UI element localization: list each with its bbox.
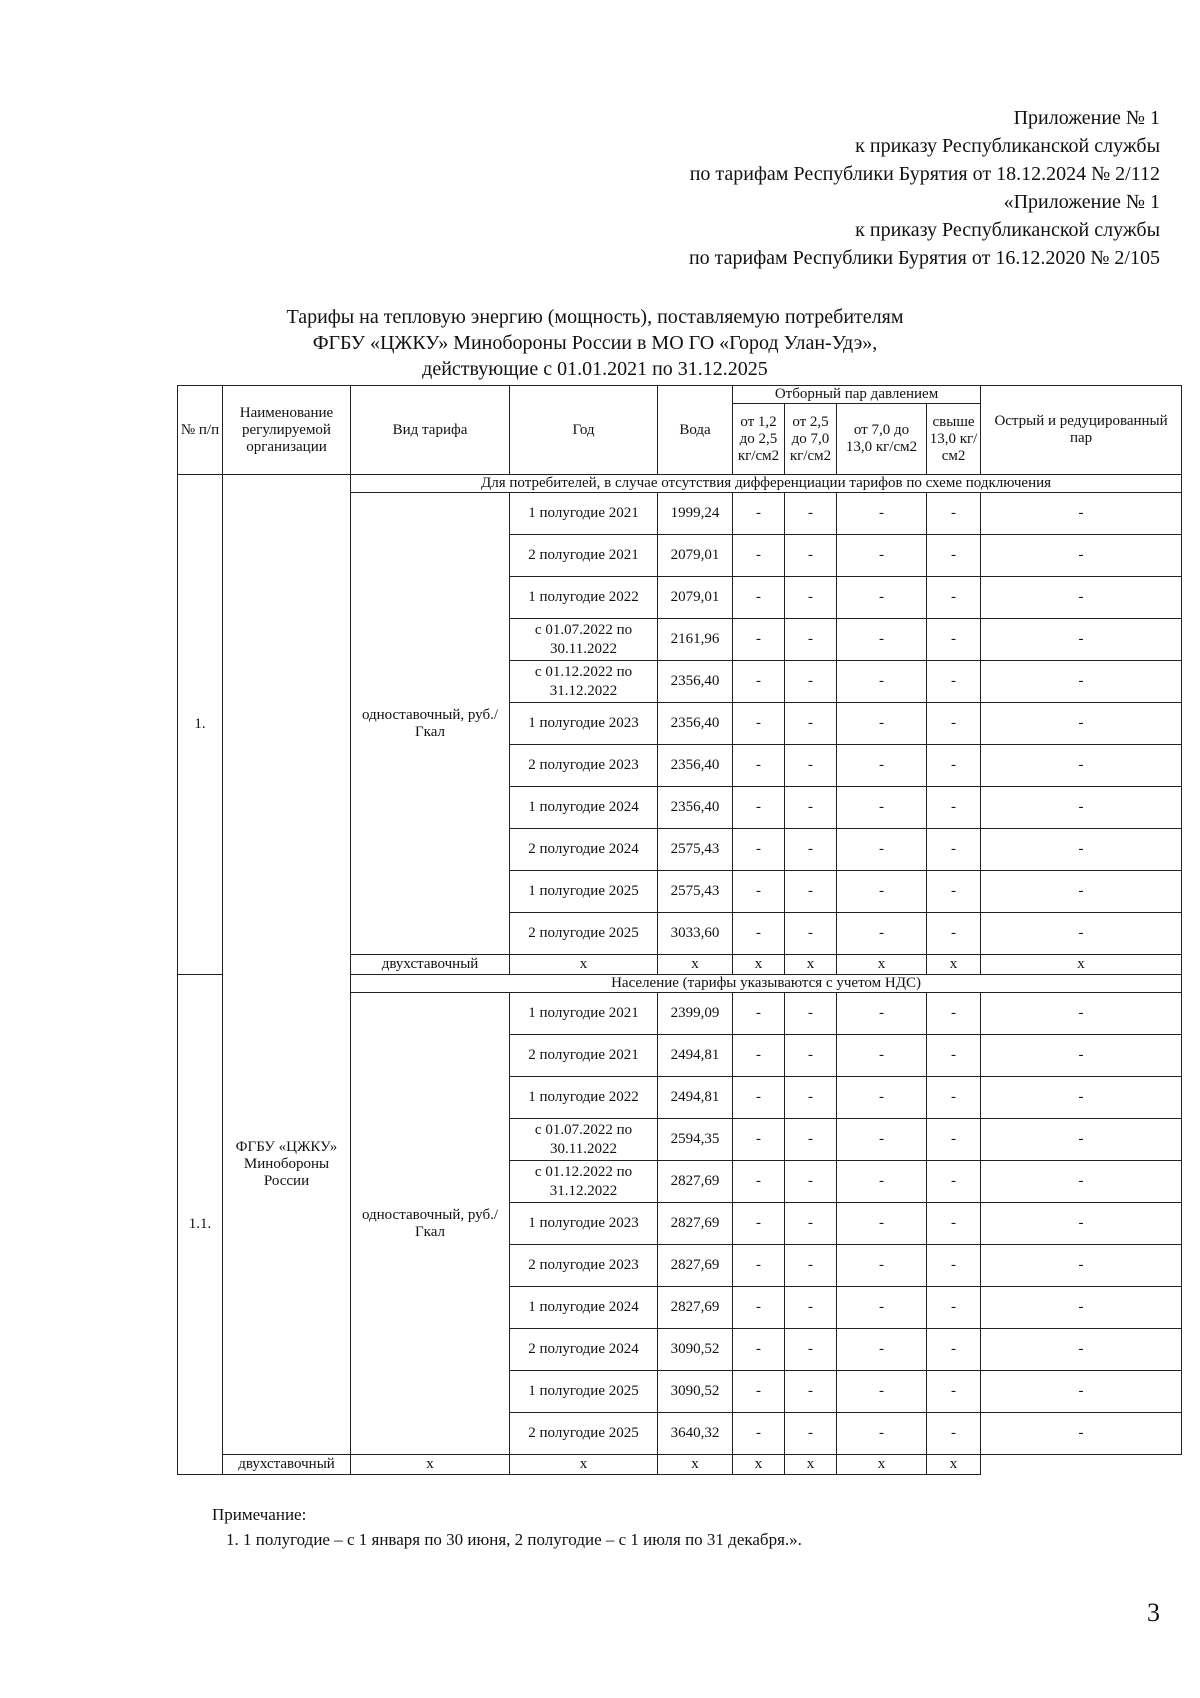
x-cell: x <box>733 955 785 975</box>
dash-cell: - <box>927 993 981 1035</box>
tariff-type-single: одноставочный, руб./Гкал <box>351 493 510 955</box>
dash-cell: - <box>927 913 981 955</box>
dash-cell: - <box>785 1035 837 1077</box>
period-cell: с 01.07.2022 по 30.11.2022 <box>510 619 658 661</box>
dash-cell: - <box>837 1035 927 1077</box>
dash-cell: - <box>785 1413 837 1455</box>
header-line: по тарифам Республики Бурятия от 18.12.2024 № 2/112 <box>689 163 1160 185</box>
period-cell: с 01.12.2022 по 31.12.2022 <box>510 661 658 703</box>
dash-cell: - <box>785 871 837 913</box>
dash-cell: - <box>981 1161 1182 1203</box>
dash-cell: - <box>837 871 927 913</box>
dash-cell: - <box>785 535 837 577</box>
water-value: 2594,35 <box>658 1119 733 1161</box>
dash-cell: - <box>981 493 1182 535</box>
dash-cell: - <box>733 1329 785 1371</box>
dash-cell: - <box>733 493 785 535</box>
x-cell: x <box>733 1455 785 1475</box>
dash-cell: - <box>733 1203 785 1245</box>
period-cell: 2 полугодие 2023 <box>510 745 658 787</box>
dash-cell: - <box>785 1245 837 1287</box>
dash-cell: - <box>785 1119 837 1161</box>
dash-cell: - <box>785 577 837 619</box>
col-header-year: Год <box>510 386 658 475</box>
dash-cell: - <box>981 1329 1182 1371</box>
water-value: 2575,43 <box>658 871 733 913</box>
dash-cell: - <box>733 1035 785 1077</box>
water-value: 2079,01 <box>658 535 733 577</box>
dash-cell: - <box>837 1119 927 1161</box>
period-cell: 2 полугодие 2025 <box>510 913 658 955</box>
water-value: 2079,01 <box>658 577 733 619</box>
dash-cell: - <box>733 577 785 619</box>
org-name: ФГБУ «ЦЖКУ» Минобороны России <box>223 475 351 1455</box>
period-cell: 1 полугодие 2021 <box>510 493 658 535</box>
period-cell: с 01.12.2022 по 31.12.2022 <box>510 1161 658 1203</box>
water-value: 2356,40 <box>658 787 733 829</box>
col-header-org: Наименование регулируемой организации <box>223 386 351 475</box>
two-rate-row <box>178 1455 1182 1475</box>
dash-cell: - <box>785 1371 837 1413</box>
dash-cell: - <box>981 619 1182 661</box>
dash-cell: - <box>837 993 927 1035</box>
dash-cell: - <box>785 913 837 955</box>
dash-cell: - <box>785 1161 837 1203</box>
period-cell: 1 полугодие 2022 <box>510 1077 658 1119</box>
note-item: 1. 1 полугодие – с 1 января по 30 июня, 2 полугодие – с 1 июля по 31 декабря.». <box>226 1530 802 1549</box>
period-cell: 1 полугодие 2023 <box>510 1203 658 1245</box>
col-header-steam-4: свыше 13,0 кг/см2 <box>927 404 981 475</box>
period-cell: 1 полугодие 2024 <box>510 787 658 829</box>
dash-cell: - <box>927 1035 981 1077</box>
dash-cell: - <box>837 1203 927 1245</box>
dash-cell: - <box>785 787 837 829</box>
period-cell: 1 полугодие 2022 <box>510 577 658 619</box>
dash-cell: - <box>927 619 981 661</box>
dash-cell: - <box>981 829 1182 871</box>
period-cell: 2 полугодие 2021 <box>510 535 658 577</box>
col-header-steam-2: от 2,5 до 7,0 кг/см2 <box>785 404 837 475</box>
dash-cell: - <box>927 745 981 787</box>
notes <box>212 1502 802 1552</box>
group-row <box>178 475 1182 493</box>
x-cell: x <box>510 1455 658 1475</box>
water-value: 2356,40 <box>658 745 733 787</box>
dash-cell: - <box>981 577 1182 619</box>
row-number: 1. <box>178 475 223 975</box>
water-value: 3033,60 <box>658 913 733 955</box>
notes-heading: Примечание: <box>212 1505 307 1524</box>
dash-cell: - <box>981 661 1182 703</box>
dash-cell: - <box>837 829 927 871</box>
header-line: к приказу Республиканской службы <box>855 135 1160 157</box>
water-value: 3090,52 <box>658 1371 733 1413</box>
period-cell: 1 полугодие 2025 <box>510 1371 658 1413</box>
dash-cell: - <box>927 1329 981 1371</box>
water-value: 2161,96 <box>658 619 733 661</box>
dash-cell: - <box>927 577 981 619</box>
dash-cell: - <box>785 1329 837 1371</box>
x-cell: x <box>981 955 1182 975</box>
x-cell: x <box>351 1455 510 1475</box>
x-cell: x <box>837 955 927 975</box>
dash-cell: - <box>981 1287 1182 1329</box>
period-cell: 2 полугодие 2021 <box>510 1035 658 1077</box>
header-line: «Приложение № 1 <box>1003 191 1160 213</box>
water-value: 2575,43 <box>658 829 733 871</box>
dash-cell: - <box>733 1287 785 1329</box>
dash-cell: - <box>733 535 785 577</box>
dash-cell: - <box>837 703 927 745</box>
period-cell: 2 полугодие 2025 <box>510 1413 658 1455</box>
col-header-steam-3: от 7,0 до 13,0 кг/см2 <box>837 404 927 475</box>
x-cell: x <box>837 1455 927 1475</box>
dash-cell: - <box>927 829 981 871</box>
dash-cell: - <box>981 1413 1182 1455</box>
header-line: Приложение № 1 <box>1013 107 1160 129</box>
title-line: действующие с 01.01.2021 по 31.12.2025 <box>422 358 768 380</box>
dash-cell: - <box>785 829 837 871</box>
row-number: 1.1. <box>178 975 223 1475</box>
dash-cell: - <box>981 871 1182 913</box>
dash-cell: - <box>837 1287 927 1329</box>
dash-cell: - <box>981 1119 1182 1161</box>
dash-cell: - <box>981 993 1182 1035</box>
dash-cell: - <box>927 493 981 535</box>
col-header-sharp-steam: Острый и редуцированный пар <box>981 386 1182 475</box>
water-value: 2356,40 <box>658 661 733 703</box>
period-cell: 1 полугодие 2021 <box>510 993 658 1035</box>
col-header-num: № п/п <box>178 386 223 475</box>
period-cell: с 01.07.2022 по 30.11.2022 <box>510 1119 658 1161</box>
water-value: 2827,69 <box>658 1287 733 1329</box>
dash-cell: - <box>837 913 927 955</box>
dash-cell: - <box>785 661 837 703</box>
dash-cell: - <box>927 703 981 745</box>
dash-cell: - <box>837 787 927 829</box>
dash-cell: - <box>837 1371 927 1413</box>
tariff-type-two: двухставочный <box>223 1455 351 1475</box>
dash-cell: - <box>733 913 785 955</box>
dash-cell: - <box>785 993 837 1035</box>
dash-cell: - <box>785 1203 837 1245</box>
group-label: Для потребителей, в случае отсутствия дифференциации тарифов по схеме подключения <box>351 475 1182 493</box>
dash-cell: - <box>927 661 981 703</box>
dash-cell: - <box>733 1161 785 1203</box>
water-value: 1999,24 <box>658 493 733 535</box>
dash-cell: - <box>733 829 785 871</box>
dash-cell: - <box>785 1077 837 1119</box>
dash-cell: - <box>981 745 1182 787</box>
dash-cell: - <box>733 661 785 703</box>
tariff-table <box>177 385 1182 1475</box>
tariff-type-two: двухставочный <box>351 955 510 975</box>
water-value: 3090,52 <box>658 1329 733 1371</box>
dash-cell: - <box>785 703 837 745</box>
water-value: 2827,69 <box>658 1161 733 1203</box>
dash-cell: - <box>837 1329 927 1371</box>
water-value: 2494,81 <box>658 1035 733 1077</box>
dash-cell: - <box>927 1413 981 1455</box>
dash-cell: - <box>837 745 927 787</box>
dash-cell: - <box>733 1077 785 1119</box>
dash-cell: - <box>785 493 837 535</box>
water-value: 2494,81 <box>658 1077 733 1119</box>
water-value: 2399,09 <box>658 993 733 1035</box>
appendix-header <box>689 104 1160 272</box>
dash-cell: - <box>837 619 927 661</box>
dash-cell: - <box>733 993 785 1035</box>
dash-cell: - <box>733 1413 785 1455</box>
period-cell: 1 полугодие 2024 <box>510 1287 658 1329</box>
dash-cell: - <box>785 619 837 661</box>
water-value: 2356,40 <box>658 703 733 745</box>
dash-cell: - <box>733 787 785 829</box>
dash-cell: - <box>981 913 1182 955</box>
water-value: 2827,69 <box>658 1203 733 1245</box>
dash-cell: - <box>927 1371 981 1413</box>
period-cell: 1 полугодие 2025 <box>510 871 658 913</box>
dash-cell: - <box>733 871 785 913</box>
x-cell: x <box>510 955 658 975</box>
dash-cell: - <box>837 1077 927 1119</box>
dash-cell: - <box>981 1245 1182 1287</box>
dash-cell: - <box>981 1077 1182 1119</box>
dash-cell: - <box>785 745 837 787</box>
dash-cell: - <box>927 1287 981 1329</box>
dash-cell: - <box>981 787 1182 829</box>
dash-cell: - <box>733 619 785 661</box>
period-cell: 2 полугодие 2024 <box>510 1329 658 1371</box>
dash-cell: - <box>981 703 1182 745</box>
dash-cell: - <box>927 1119 981 1161</box>
dash-cell: - <box>927 871 981 913</box>
dash-cell: - <box>927 535 981 577</box>
header-line: к приказу Республиканской службы <box>855 219 1160 241</box>
document-title <box>160 304 1030 382</box>
x-cell: x <box>927 955 981 975</box>
dash-cell: - <box>837 661 927 703</box>
dash-cell: - <box>837 1161 927 1203</box>
dash-cell: - <box>733 1245 785 1287</box>
dash-cell: - <box>733 1371 785 1413</box>
dash-cell: - <box>837 577 927 619</box>
dash-cell: - <box>981 1203 1182 1245</box>
dash-cell: - <box>927 1203 981 1245</box>
x-cell: x <box>927 1455 981 1475</box>
title-line: Тарифы на тепловую энергию (мощность), поставляемую потребителям <box>286 306 904 328</box>
x-cell: x <box>658 1455 733 1475</box>
col-header-steam-1: от 1,2 до 2,5 кг/см2 <box>733 404 785 475</box>
period-cell: 1 полугодие 2023 <box>510 703 658 745</box>
dash-cell: - <box>837 493 927 535</box>
dash-cell: - <box>733 703 785 745</box>
dash-cell: - <box>733 745 785 787</box>
group-label: Население (тарифы указываются с учетом НДС) <box>351 975 1182 993</box>
tariff-type-single: одноставочный, руб./Гкал <box>351 993 510 1455</box>
col-header-water: Вода <box>658 386 733 475</box>
period-cell: 2 полугодие 2023 <box>510 1245 658 1287</box>
dash-cell: - <box>837 1413 927 1455</box>
dash-cell: - <box>927 787 981 829</box>
dash-cell: - <box>981 1371 1182 1413</box>
dash-cell: - <box>837 1245 927 1287</box>
x-cell: x <box>785 955 837 975</box>
period-cell: 2 полугодие 2024 <box>510 829 658 871</box>
dash-cell: - <box>733 1119 785 1161</box>
page-number: 3 <box>1147 1598 1160 1627</box>
dash-cell: - <box>927 1161 981 1203</box>
dash-cell: - <box>837 535 927 577</box>
col-header-steam-group: Отборный пар давлением <box>733 386 981 404</box>
x-cell: x <box>785 1455 837 1475</box>
dash-cell: - <box>927 1077 981 1119</box>
col-header-type: Вид тарифа <box>351 386 510 475</box>
water-value: 3640,32 <box>658 1413 733 1455</box>
title-line: ФГБУ «ЦЖКУ» Минобороны России в МО ГО «Город Улан-Удэ», <box>312 332 878 354</box>
x-cell: x <box>658 955 733 975</box>
dash-cell: - <box>981 1035 1182 1077</box>
tariff-table-body <box>178 475 1182 1475</box>
dash-cell: - <box>927 1245 981 1287</box>
dash-cell: - <box>981 535 1182 577</box>
water-value: 2827,69 <box>658 1245 733 1287</box>
header-line: по тарифам Республики Бурятия от 16.12.2020 № 2/105 <box>688 247 1160 269</box>
dash-cell: - <box>785 1287 837 1329</box>
